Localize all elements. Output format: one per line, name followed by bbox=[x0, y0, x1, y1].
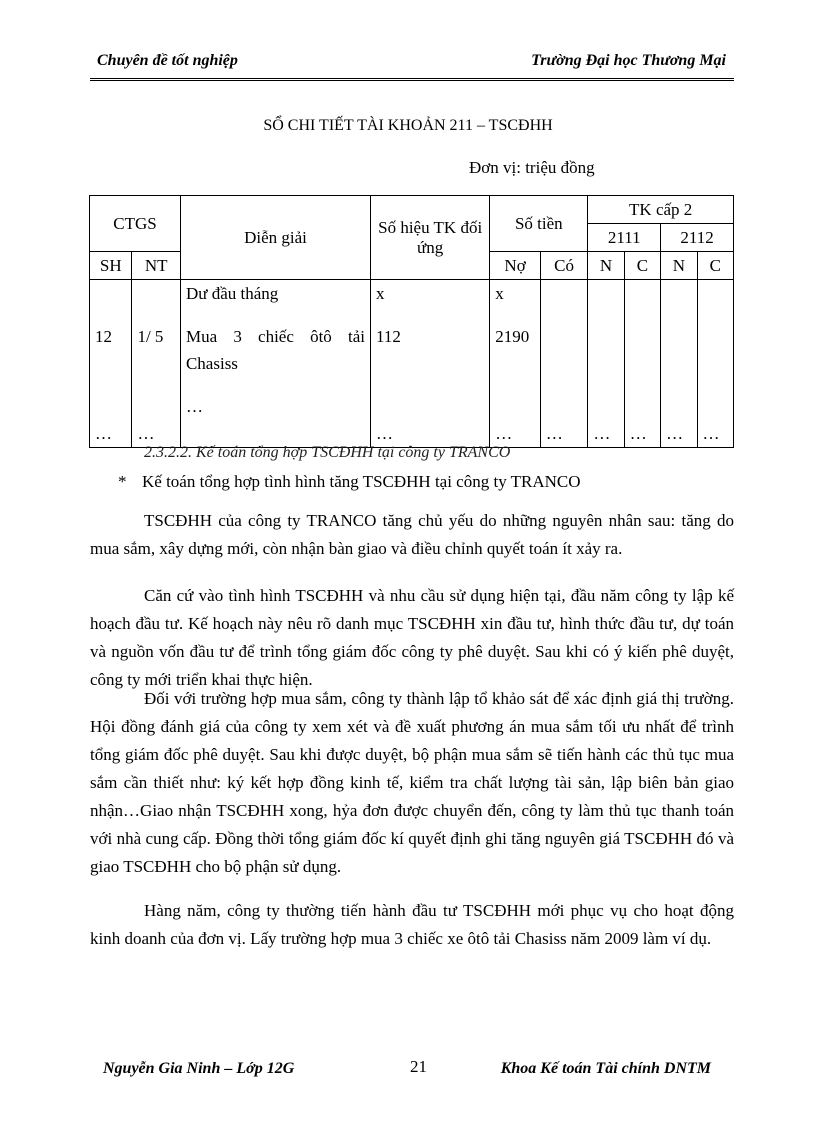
header-n-2112: N bbox=[661, 252, 697, 280]
page-number: 21 bbox=[410, 1057, 427, 1076]
header-c-2111: C bbox=[624, 252, 660, 280]
cell-so-hieu: x 112 … bbox=[371, 280, 490, 448]
footer-author: Nguyễn Gia Ninh – Lớp 12G bbox=[103, 1060, 295, 1077]
section-caption: 2.3.2.2. Kế toán tổng hợp TSCĐHH tại công ty TRANCO bbox=[144, 444, 511, 461]
cell-sh: 12 … bbox=[90, 280, 132, 448]
header-no: Nợ bbox=[490, 252, 541, 280]
paragraph-2: Căn cứ vào tình hình TSCĐHH và nhu cầu sử dụng hiện tại, đầu năm công ty lập kế hoạch đầu tư. Kế hoạch này nêu rõ danh mục TSCĐHH xin đầu tư, hình thức đầu tư, dự toán và nguồn vốn đầu tư để trình tổng giám đốc công ty phê duyệt. Sau khi có ý kiến phê duyệt, công ty mới triển khai thực hiện. bbox=[90, 586, 734, 689]
table-row bbox=[90, 280, 734, 448]
cell-dien-giai: Dư đầu tháng Mua 3 chiếc ôtô tải Chasiss … bbox=[180, 280, 370, 448]
header-divider bbox=[90, 78, 734, 81]
header-nt: NT bbox=[132, 252, 181, 280]
bullet-text: Kế toán tổng hợp tình hình tăng TSCĐHH tại công ty TRANCO bbox=[142, 472, 581, 491]
cell-c-2111: … bbox=[624, 280, 660, 448]
header-2112: 2112 bbox=[661, 224, 734, 252]
unit-label: Đơn vị: triệu đồng bbox=[469, 158, 595, 177]
bullet-heading bbox=[118, 472, 581, 492]
header-n-2111: N bbox=[588, 252, 624, 280]
header-c-2112: C bbox=[697, 252, 733, 280]
header-ctgs: CTGS bbox=[90, 196, 181, 252]
header-co: Có bbox=[540, 252, 588, 280]
cell-co: … bbox=[540, 280, 588, 448]
paragraph-4: Hàng năm, công ty thường tiến hành đầu tư TSCĐHH mới phục vụ cho hoạt động kinh doanh của đơn vị. Lấy trường hợp mua 3 chiếc xe ôtô tải Chasiss năm 2009 làm ví dụ. bbox=[90, 901, 734, 948]
header-2111: 2111 bbox=[588, 224, 661, 252]
page-title: SỔ CHI TIẾT TÀI KHOẢN 211 – TSCĐHH bbox=[263, 117, 553, 134]
header-dien-giai: Diễn giải bbox=[180, 196, 370, 280]
header-left: Chuyên đề tốt nghiệp bbox=[97, 52, 238, 69]
bullet-marker: * bbox=[118, 472, 127, 491]
ledger-table bbox=[89, 195, 734, 448]
cell-nt: 1/ 5 … bbox=[132, 280, 181, 448]
cell-n-2112: … bbox=[661, 280, 697, 448]
paragraph-3: Đối với trường hợp mua sắm, công ty thành lập tổ khảo sát để xác định giá thị trường. Hội đồng đánh giá của công ty xem xét và đề xuất phương án mua sắm tối ưu nhất để trình tổng giám đốc phê duyệt. Sau khi được duyệt, bộ phận mua sắm sẽ tiến hành các thủ tục mua sắm cần thiết như: ký kết hợp đồng kinh tế, kiểm tra chất lượng tài sản, lập biên bản giao nhận…Giao nhận TSCĐHH xong, hỷa đơn được chuyển đến, công ty làm thủ tục thanh toán với nhà cung cấp. Đồng thời tổng giám đốc kí quyết định ghi tăng nguyên giá TSCĐHH đó và giao TSCĐHH cho bộ phận sử dụng. bbox=[90, 689, 734, 876]
header-so-hieu: Số hiệu TK đối ứng bbox=[371, 196, 490, 280]
header-so-tien: Số tiền bbox=[490, 196, 588, 252]
header-right: Trường Đại học Thương Mại bbox=[531, 52, 726, 69]
cell-c-2112: … bbox=[697, 280, 733, 448]
header-sh: SH bbox=[90, 252, 132, 280]
paragraph-1: TSCĐHH của công ty TRANCO tăng chủ yếu do những nguyên nhân sau: tăng do mua sắm, xây dựng mới, còn nhận bàn giao và điều chỉnh quyết toán ít xảy ra. bbox=[90, 511, 734, 558]
header-tk-cap2: TK cấp 2 bbox=[588, 196, 734, 224]
footer-department: Khoa Kế toán Tài chính DNTM bbox=[500, 1060, 711, 1077]
cell-n-2111: … bbox=[588, 280, 624, 448]
cell-no: x 2190 … bbox=[490, 280, 541, 448]
